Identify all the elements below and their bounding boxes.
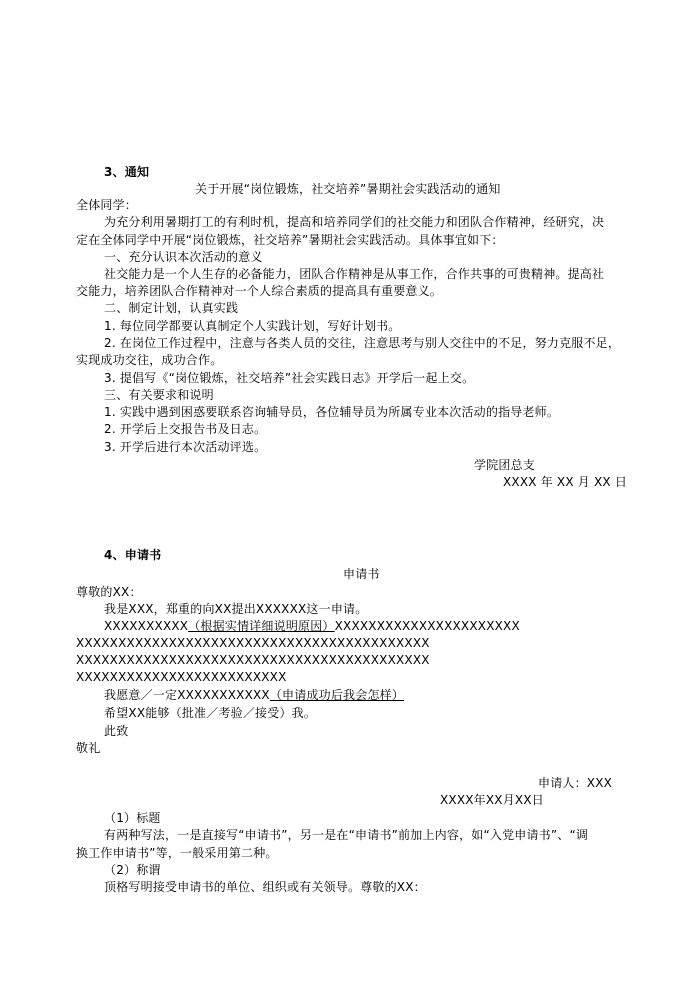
section-1-para-line-1: 社交能力是一个人生存的必备能力，团队合作精神是从事工作，合作共事的可贵精神。提高社	[104, 267, 605, 281]
notice-heading: 3、通知	[104, 165, 150, 179]
application-salutation: 尊敬的XX：	[76, 585, 142, 599]
applicant-signature: 申请人：XXX	[538, 776, 613, 790]
section-2-item-1: 1. 每位同学都要认真制定个人实践计划，写好计划书。	[104, 319, 401, 333]
section-3-title: 三、有关要求和说明	[104, 388, 214, 402]
application-para-3	[104, 687, 404, 704]
explain-item-1-title: （1）标题	[104, 811, 161, 825]
application-para-1: 我是XXX，郑重的向XX提出XXXXXX这一申请。	[104, 602, 368, 616]
explain-item-1-para-line-2: 换工作申请书”等，一般采用第二种。	[76, 846, 278, 860]
application-title: 申请书	[343, 567, 380, 581]
section-2-item-3: 3. 提倡写《“岗位锻炼，社交培养”社会实践日志》开学后一起上交。	[104, 371, 475, 385]
reason-note: （根据实情详细说明原因）	[188, 619, 335, 633]
section-2-item-2-line-1: 2. 在岗位工作过程中，注意与各类人员的交往，注意思考与别人交往中的不足，努力克服不足，	[104, 336, 621, 350]
section-1-para-line-2: 交能力，培养团队合作精神对一个人综合素质的提高具有重要意义。	[76, 284, 443, 298]
application-date: XXXX年XX月XX日	[440, 793, 544, 807]
closing-line-1: 此致	[104, 724, 129, 738]
application-para-4: 希望XX能够（批准／考验／接受）我。	[104, 706, 317, 720]
outcome-note: （申请成功后我会怎样）	[269, 688, 405, 702]
application-para-2-line-2: XXXXXXXXXXXXXXXXXXXXXXXXXXXXXXXXXXXXXXXXXX	[76, 636, 430, 650]
placeholder-text: XXXXXXXXXXXXXXXXXXXXXX	[334, 619, 520, 633]
notice-intro-line-2: 定在全体同学中开展“岗位锻炼，社交培养”暑期社会实践活动。具体事宜如下：	[76, 233, 504, 247]
application-heading: 4、申请书	[104, 548, 162, 562]
notice-signature-org: 学院团总支	[474, 458, 536, 472]
explain-item-2-para: 顶格写明接受申请书的单位、组织或有关领导。尊敬的XX：	[104, 880, 426, 894]
section-2-title: 二、制定计划，认真实践	[104, 301, 239, 315]
notice-title: 关于开展“岗位锻炼，社交培养”暑期社会实践活动的通知	[195, 182, 501, 196]
closing-line-2: 敬礼	[76, 741, 101, 755]
notice-salutation: 全体同学：	[76, 198, 138, 212]
application-para-2-line-3: XXXXXXXXXXXXXXXXXXXXXXXXXXXXXXXXXXXXXXXXXX	[76, 653, 430, 667]
section-3-item-2: 2. 开学后上交报告书及日志。	[104, 422, 267, 436]
section-3-item-3: 3. 开学后进行本次活动评选。	[104, 440, 267, 454]
section-1-title: 一、充分认识本次活动的意义	[104, 250, 263, 264]
section-3-item-1: 1. 实践中遇到困惑要联系咨询辅导员，各位辅导员为所属专业本次活动的指导老师。	[104, 405, 560, 419]
explain-item-2-title: （2）称谓	[104, 863, 161, 877]
placeholder-text: XXXXXXXXXX	[104, 619, 189, 633]
application-para-2-line-4: XXXXXXXXXXXXXXXXXXXXXXXXX	[76, 670, 287, 684]
explain-item-1-para-line-1: 有两种写法，一是直接写“申请书”，另一是在“申请书”前加上内容，如“入党申请书”、“调	[104, 828, 589, 842]
application-para-2-line-1	[104, 618, 520, 635]
notice-signature-date: XXXX 年 XX 月 XX 日	[503, 475, 628, 489]
section-2-item-2-line-2: 实现成功交往，成功合作。	[76, 353, 223, 367]
placeholder-text: 我愿意／一定XXXXXXXXXXX	[104, 688, 270, 702]
notice-intro-line-1: 为充分利用暑期打工的有利时机，提高和培养同学们的社交能力和团队合作精神，经研究，决	[104, 215, 605, 229]
